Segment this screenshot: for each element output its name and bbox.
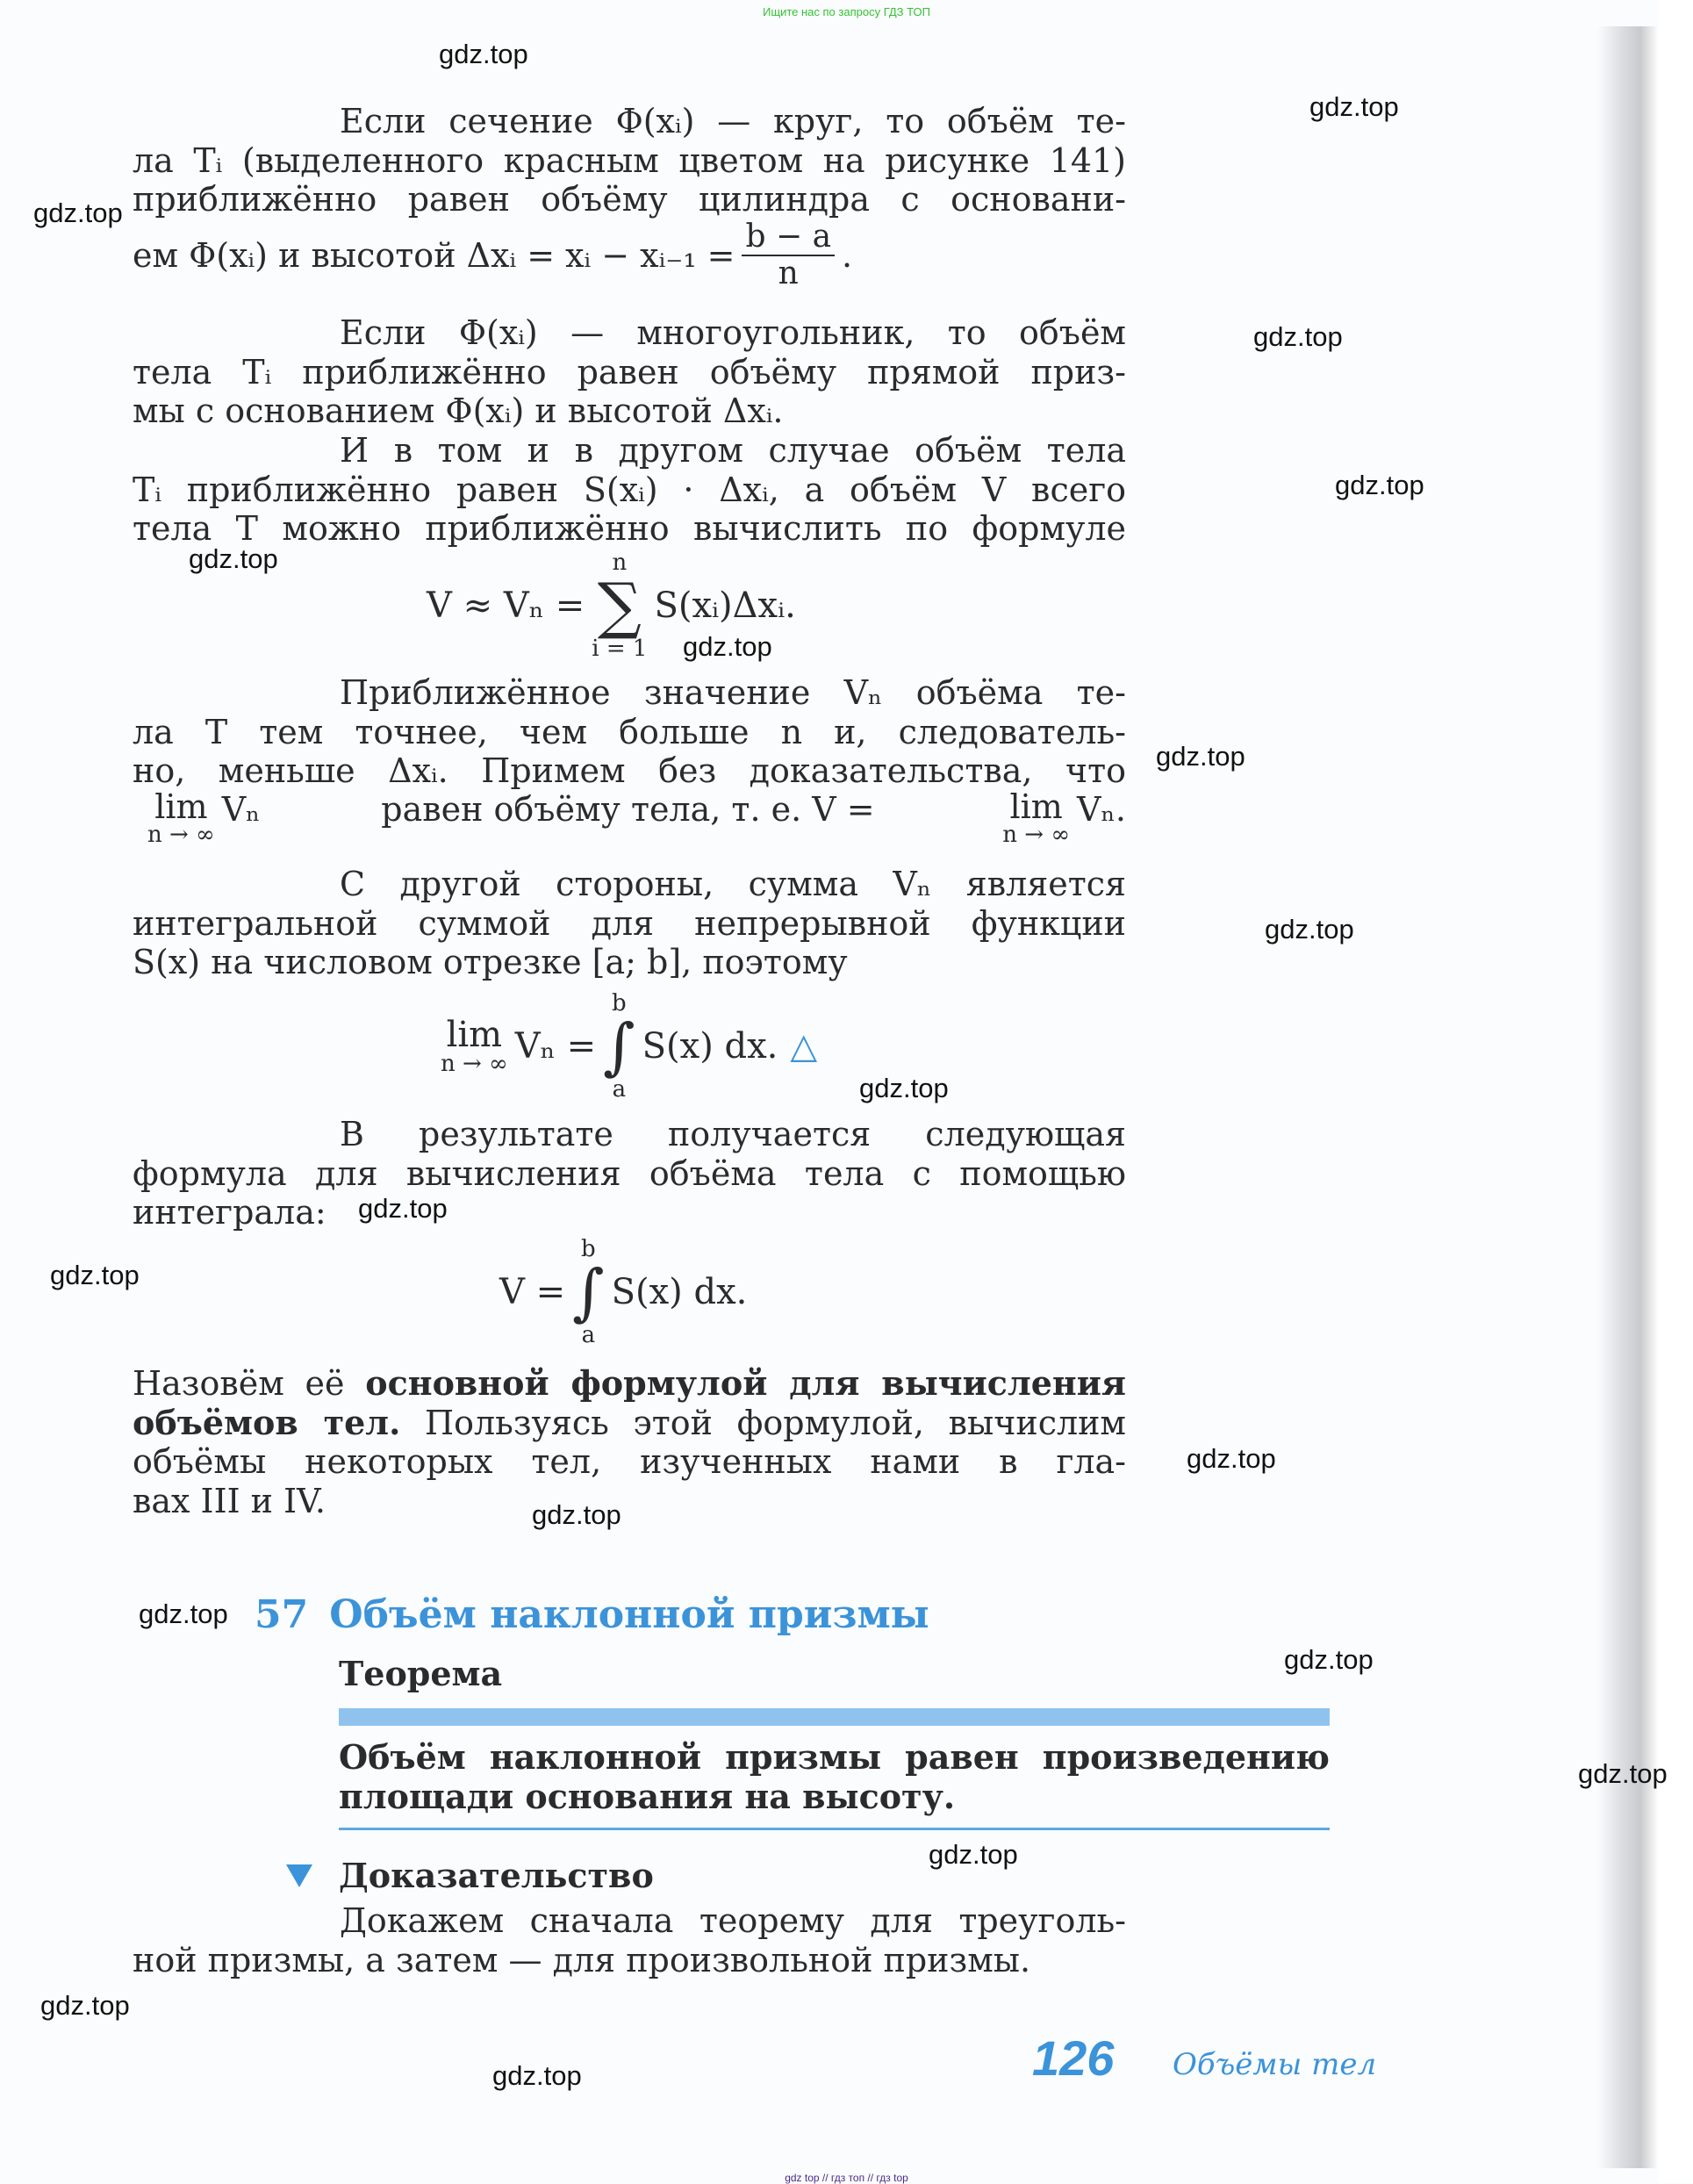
- sum-lower-limit: i = 1: [592, 636, 648, 662]
- top-banner: Ищите нас по запросу ГДЗ ТОП: [763, 5, 930, 18]
- text-line: площади основания на высоту.: [339, 1776, 956, 1816]
- text-line: интегральной суммой для непрерывной функции: [133, 903, 1126, 943]
- formula-text: ем Φ(xᵢ) и высотой Δxᵢ = xᵢ − xᵢ₋₁ =: [133, 236, 735, 275]
- bold-term: объёмов тел.: [133, 1402, 401, 1442]
- paragraph-2: [133, 313, 1126, 431]
- watermark: gdz.top: [492, 2060, 582, 2091]
- formula-right: S(xᵢ)Δxᵢ.: [654, 586, 796, 626]
- text-line: S(x) на числовом отрезке [a; b], поэтому: [133, 943, 848, 982]
- formula-end: .: [842, 236, 853, 275]
- page-number: 126: [1032, 2030, 1115, 2086]
- sigma-symbol: ∑: [597, 570, 642, 642]
- page-margin: [1659, 0, 1693, 2183]
- end-of-proof-triangle-icon: △: [790, 1026, 818, 1067]
- text-line: Докажем сначала теорему для треуголь-: [340, 1901, 1126, 1940]
- watermark: gdz.top: [1187, 1443, 1276, 1474]
- lim-label: lim: [154, 787, 208, 826]
- lim-subscript: n → ∞: [147, 822, 215, 848]
- integral-upper-limit: b: [612, 990, 627, 1017]
- lim-label: lim: [1009, 787, 1063, 826]
- bottom-banner: gdz top // гдз топ // гдз top: [785, 2172, 908, 2184]
- paragraph-7: [133, 1364, 1126, 1520]
- formula-right: S(x) dx.: [642, 1026, 778, 1067]
- text-line: ной призмы, а затем — для произвольной призмы.: [133, 1940, 1031, 1979]
- text-line: объёмы некоторых тел, изученных нами в гла-: [133, 1442, 1126, 1482]
- watermark: gdz.top: [1335, 470, 1424, 500]
- paragraph-6: [133, 1115, 1126, 1232]
- watermark: gdz.top: [439, 39, 528, 69]
- section-number: 57: [255, 1592, 309, 1637]
- theorem-label: [339, 1655, 1129, 1694]
- watermark: gdz.top: [139, 1598, 228, 1629]
- formula-end: .: [1115, 790, 1126, 829]
- section-heading: [255, 1592, 951, 1637]
- text-line: ла Tᵢ (выделенного красным цветом на рисунке 141): [133, 140, 1126, 180]
- formula-left: V ≈ Vₙ =: [427, 586, 585, 626]
- limit-text: равен объёму тела, т. е. V =: [381, 790, 875, 829]
- watermark: gdz.top: [358, 1193, 448, 1224]
- lim-variable: Vₙ: [1077, 790, 1116, 829]
- text-line: мы с основанием Φ(xᵢ) и высотой Δxᵢ.: [133, 392, 784, 431]
- limit-integral-formula: [434, 992, 817, 1101]
- integral-operator: [603, 992, 635, 1101]
- watermark: gdz.top: [532, 1499, 621, 1530]
- watermark: gdz.top: [50, 1260, 140, 1290]
- formula-left: Vₙ =: [514, 1026, 597, 1067]
- watermark: gdz.top: [859, 1073, 949, 1103]
- watermark: gdz.top: [1284, 1644, 1374, 1675]
- integral-lower-limit: a: [612, 1076, 627, 1103]
- watermark: gdz.top: [33, 198, 123, 228]
- theorem-underline: [339, 1828, 1330, 1830]
- integral-operator: [572, 1238, 604, 1347]
- text-segment: Пользуясь этой формулой, вычислим: [400, 1403, 1126, 1442]
- chapter-title: Объёмы тел: [1173, 2047, 1377, 2082]
- paragraph-4: [133, 673, 1126, 791]
- page-edge-shadow: [1597, 26, 1659, 2168]
- fraction-denominator: n: [778, 255, 799, 291]
- text-line: формула для вычисления объёма тела с помощью: [133, 1153, 1126, 1193]
- proof-triangle-icon: [286, 1864, 312, 1887]
- theorem-label-text: Теорема: [339, 1654, 503, 1693]
- watermark: gdz.top: [683, 631, 772, 662]
- text-line: И в том и в другом случае объём тела: [340, 431, 1126, 470]
- paragraph-5: [133, 865, 1126, 982]
- proof-label-text: Доказательство: [339, 1856, 654, 1895]
- bold-term: основной формулой для вычисления: [365, 1363, 1126, 1403]
- lim-subscript: n → ∞: [1002, 822, 1071, 848]
- sum-operator: [592, 551, 647, 660]
- watermark: gdz.top: [1156, 741, 1245, 772]
- formula-left: V =: [499, 1272, 566, 1312]
- proof-text: [133, 1901, 1126, 1979]
- integral-lower-limit: a: [581, 1322, 596, 1348]
- text-line: Если сечение Φ(xᵢ) — круг, то объём те-: [340, 102, 1126, 140]
- watermark: gdz.top: [1265, 914, 1354, 945]
- text-line: С другой стороны, сумма Vₙ является: [340, 865, 1126, 903]
- text-line: интеграла:: [133, 1193, 326, 1232]
- watermark: gdz.top: [189, 543, 278, 574]
- watermark: gdz.top: [1253, 321, 1343, 352]
- text-line: [133, 1404, 1126, 1443]
- fraction: [742, 219, 835, 291]
- text-line: Приближённое значение Vₙ объёма те-: [340, 673, 1126, 712]
- lim-variable: Vₙ: [221, 790, 261, 829]
- integral-symbol: ∫: [603, 1010, 635, 1082]
- watermark: gdz.top: [929, 1839, 1018, 1870]
- watermark: gdz.top: [1309, 91, 1399, 122]
- volume-integral-formula: [499, 1238, 747, 1347]
- text-line: В результате получается следующая: [340, 1115, 1126, 1153]
- watermark: gdz.top: [1578, 1758, 1668, 1789]
- limit-line: [140, 787, 1126, 848]
- text-line: Объём наклонной призмы равен произведению: [339, 1737, 1330, 1777]
- limit-operator: [441, 1017, 508, 1075]
- paragraph-1: [133, 102, 1126, 219]
- text-segment: Назовём её: [133, 1364, 366, 1403]
- theorem-statement: [339, 1738, 1330, 1816]
- paragraph-3: [133, 431, 1126, 549]
- text-line: вах III и IV.: [133, 1481, 326, 1520]
- limit-operator: [1002, 787, 1071, 848]
- formula-right: S(x) dx.: [611, 1272, 748, 1312]
- integral-symbol: ∫: [572, 1256, 605, 1328]
- lim-label: lim: [446, 1015, 503, 1055]
- theorem-bar: [339, 1708, 1330, 1726]
- text-line: Tᵢ приближённо равен S(xᵢ) · Δxᵢ, а объём V всего: [133, 470, 1126, 509]
- text-line: тела T можно приближённо вычислить по формуле: [133, 509, 1126, 549]
- text-line: приближённо равен объёму цилиндра с основани-: [133, 180, 1126, 219]
- text-line: тела Tᵢ приближённо равен объёму прямой приз-: [133, 352, 1126, 392]
- lim-subscript: n → ∞: [441, 1051, 508, 1077]
- cylinder-height-formula: [133, 219, 852, 291]
- section-title: Объём наклонной призмы: [329, 1592, 929, 1637]
- integral-upper-limit: b: [581, 1236, 596, 1262]
- fraction-numerator: b − a: [742, 219, 835, 256]
- limit-operator: [147, 787, 215, 848]
- watermark: gdz.top: [40, 1990, 130, 2021]
- text-line: [133, 1364, 1126, 1404]
- text-line: ла T тем точнее, чем больше n и, следователь-: [133, 712, 1126, 751]
- text-line: но, меньше Δxᵢ. Примем без доказательства, что: [133, 751, 1126, 791]
- sum-upper-limit: n: [612, 550, 628, 576]
- text-line: Если Φ(xᵢ) — многоугольник, то объём: [340, 313, 1126, 352]
